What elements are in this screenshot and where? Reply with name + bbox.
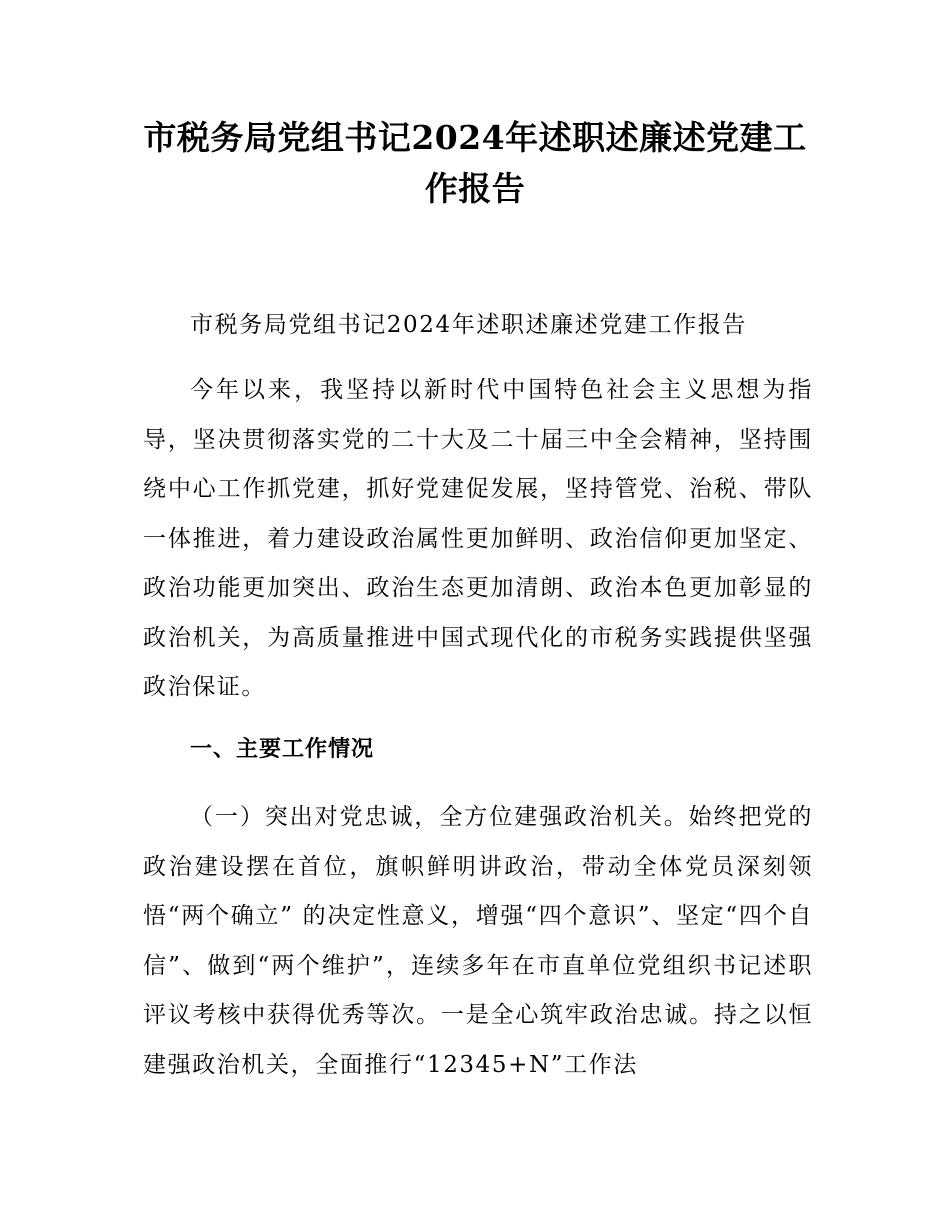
section-paragraph: （一）突出对党忠诚，全方位建强政治机关。始终把党的政治建设摆在首位，旗帜鲜明讲政治，带动全体党员深刻领悟“两个确立” 的决定性意义，增强“四个意识”、坚定“四个自信”、做到“两个维护”，连续多年在市直单位党组织书记述职评议考核中获得优秀等次。一是全心筑牢政治忠诚。持之以恒建强政治机关，全面推行“12345+N”工作法 <box>143 804 813 1078</box>
intro-paragraph: 今年以来，我坚持以新时代中国特色社会主义思想为指导，坚决贯彻落实党的二十大及二十届三中全会精神，坚持围绕中心工作抓党建，抓好党建促发展，坚持管党、治税、带队一体推进，着力建设政治属性更加鲜明、政治信仰更加坚定、政治功能更加突出、政治生态更加清朗、政治本色更加彰显的政治机关，为高质量推进中国式现代化的市税务实践提供坚强政治保证。 <box>143 377 813 700</box>
document-title: 市税务局党组书记2024年述职述廉述党建工作报告 <box>143 118 807 208</box>
section-heading: 一、主要工作情况 <box>190 737 375 762</box>
document-subtitle: 市税务局党组书记2024年述职述廉述党建工作报告 <box>190 312 747 338</box>
